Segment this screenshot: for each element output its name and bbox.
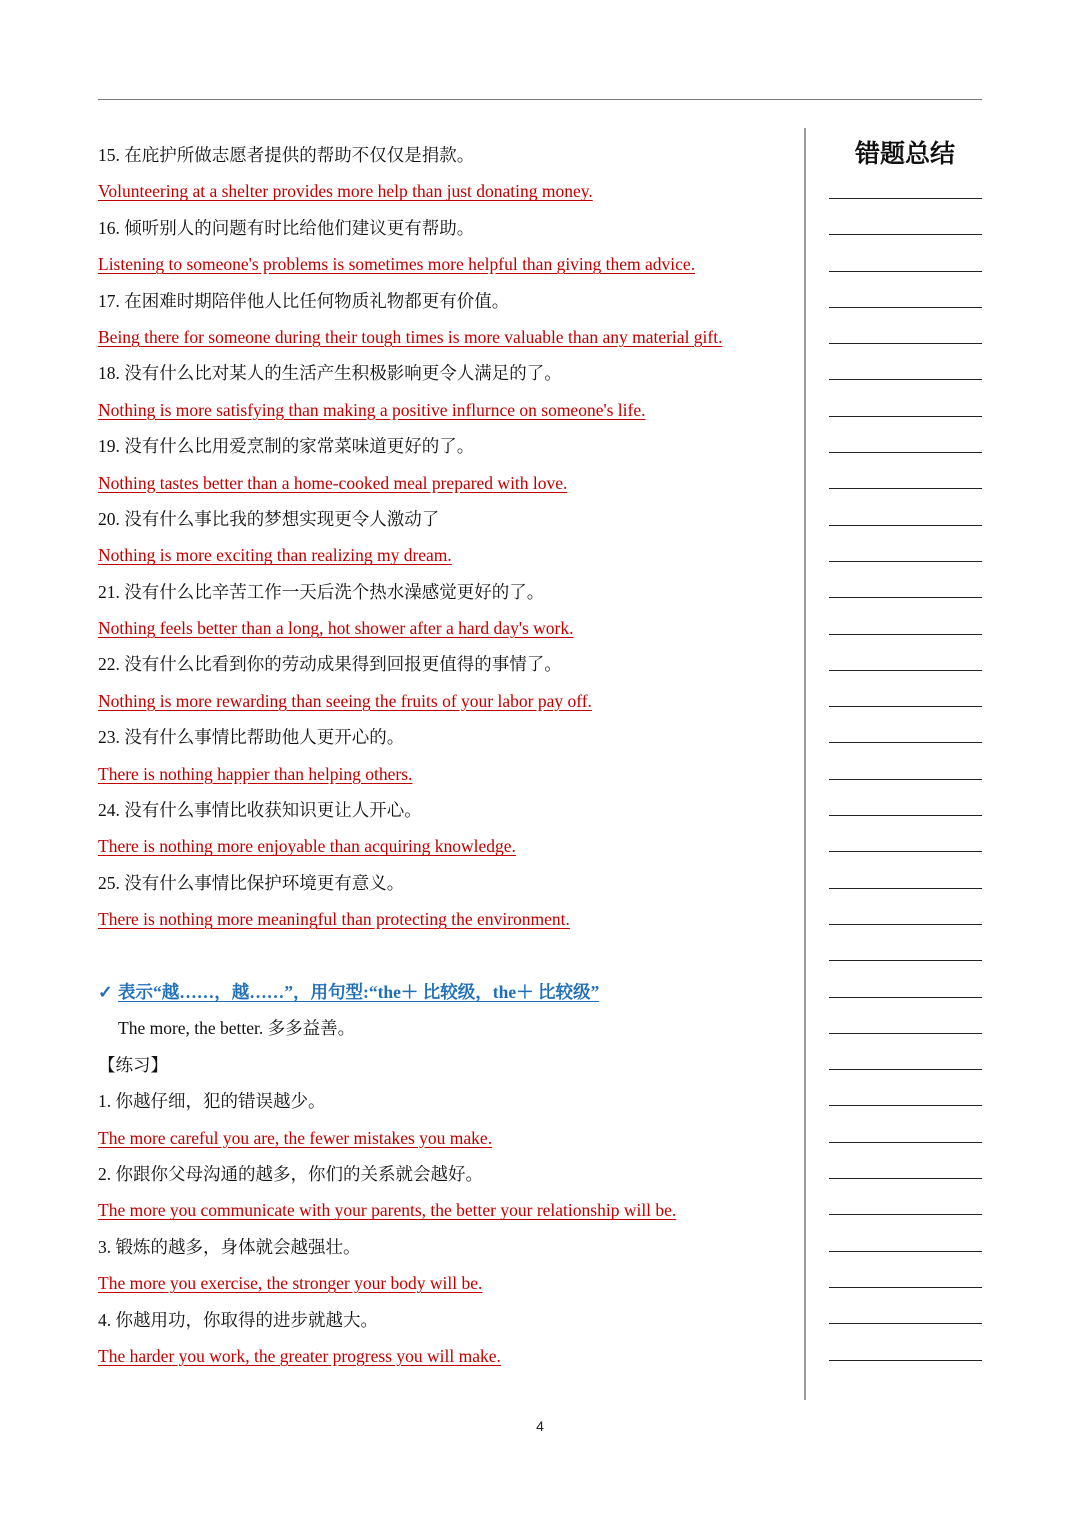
blank-writing-line bbox=[829, 597, 982, 598]
blank-writing-line bbox=[829, 343, 982, 344]
practice-1-chinese: 1. 你越仔细，犯的错误越少。 bbox=[98, 1091, 326, 1112]
item-21-chinese: 21. 没有什么比辛苦工作一天后洗个热水澡感觉更好的了。 bbox=[98, 581, 545, 602]
item-22-chinese: 22. 没有什么比看到你的劳动成果得到回报更值得的事情了。 bbox=[98, 654, 562, 675]
item-16-answer: Listening to someone's problems is sometimes more helpful than giving them advice. bbox=[98, 254, 696, 275]
item-17-answer: Being there for someone during their tough times is more valuable than any material gift. bbox=[98, 326, 723, 347]
blank-writing-line bbox=[829, 379, 982, 380]
item-20-answer: Nothing is more exciting than realizing my dream. bbox=[98, 545, 452, 566]
blank-writing-line bbox=[829, 997, 982, 998]
blank-writing-line bbox=[829, 307, 982, 308]
blank-writing-line bbox=[829, 488, 982, 489]
blank-writing-line bbox=[829, 742, 982, 743]
item-19-answer: Nothing tastes better than a home-cooked meal prepared with love. bbox=[98, 472, 568, 493]
practice-1-answer: The more careful you are, the fewer mistakes you make. bbox=[98, 1127, 493, 1148]
item-18-answer: Nothing is more satisfying than making a positive influrnce on someone's life. bbox=[98, 399, 646, 420]
item-23-chinese: 23. 没有什么事情比帮助他人更开心的。 bbox=[98, 727, 405, 748]
mistake-summary-title: 错题总结 bbox=[854, 139, 955, 168]
exercise-column bbox=[98, 137, 798, 1374]
item-25-chinese: 25. 没有什么事情比保护环境更有意义。 bbox=[98, 872, 405, 893]
column-divider bbox=[804, 128, 806, 1400]
blank-writing-line bbox=[829, 416, 982, 417]
blank-writing-line bbox=[829, 1033, 982, 1034]
practice-4-answer: The harder you work, the greater progress you will make. bbox=[98, 1345, 501, 1366]
practice-2-chinese: 2. 你跟你父母沟通的越多，你们的关系就会越好。 bbox=[98, 1163, 483, 1184]
blank-writing-line bbox=[829, 706, 982, 707]
blank-writing-line bbox=[829, 888, 982, 889]
item-16-chinese: 16. 倾听别人的问题有时比给他们建议更有帮助。 bbox=[98, 217, 475, 238]
section-gap bbox=[98, 938, 798, 974]
blank-writing-line bbox=[829, 1142, 982, 1143]
blank-writing-line bbox=[829, 271, 982, 272]
item-23-answer: There is nothing happier than helping others. bbox=[98, 763, 413, 784]
item-25-answer: There is nothing more meaningful than protecting the environment. bbox=[98, 909, 570, 930]
blank-writing-line bbox=[829, 1178, 982, 1179]
practice-3-answer: The more you exercise, the stronger your body will be. bbox=[98, 1273, 483, 1294]
item-24-answer: There is nothing more enjoyable than acquiring knowledge. bbox=[98, 836, 516, 857]
blank-writing-line bbox=[829, 1069, 982, 1070]
blank-writing-line bbox=[829, 452, 982, 453]
page-number: 4 bbox=[536, 1418, 544, 1434]
blank-writing-line bbox=[829, 1214, 982, 1215]
blank-writing-line bbox=[829, 960, 982, 961]
item-24-chinese: 24. 没有什么事情比收获知识更让人开心。 bbox=[98, 800, 422, 821]
blank-writing-line bbox=[829, 561, 982, 562]
blank-writing-line bbox=[829, 779, 982, 780]
section-heading-text: 表示“越……，越……”，用句型:“the＋ 比较级，the＋ 比较级” bbox=[118, 981, 600, 1002]
blank-writing-line bbox=[829, 1360, 982, 1361]
blank-writing-line bbox=[829, 815, 982, 816]
item-21-answer: Nothing feels better than a long, hot shower after a hard day's work. bbox=[98, 618, 574, 639]
mistake-summary-lines bbox=[829, 198, 982, 1396]
blank-writing-line bbox=[829, 525, 982, 526]
practice-3-chinese: 3. 锻炼的越多，身体就会越强壮。 bbox=[98, 1236, 361, 1257]
blank-writing-line bbox=[829, 924, 982, 925]
header-rule bbox=[98, 99, 982, 100]
item-20-chinese: 20. 没有什么事比我的梦想实现更令人激动了 bbox=[98, 508, 440, 529]
item-17-chinese: 17. 在困难时期陪伴他人比任何物质礼物都更有价值。 bbox=[98, 290, 510, 311]
blank-writing-line bbox=[829, 198, 982, 199]
blank-writing-line bbox=[829, 851, 982, 852]
example-sentence: The more, the better. 多多益善。 bbox=[118, 1018, 356, 1039]
item-15-answer: Volunteering at a shelter provides more help than just donating money. bbox=[98, 181, 593, 202]
blank-writing-line bbox=[829, 1251, 982, 1252]
practice-label: 【练习】 bbox=[98, 1054, 168, 1075]
blank-writing-line bbox=[829, 234, 982, 235]
item-22-answer: Nothing is more rewarding than seeing the fruits of your labor pay off. bbox=[98, 690, 592, 711]
blank-writing-line bbox=[829, 670, 982, 671]
blank-writing-line bbox=[829, 1323, 982, 1324]
blank-writing-line bbox=[829, 634, 982, 635]
practice-2-answer: The more you communicate with your parents, the better your relationship will be. bbox=[98, 1200, 677, 1221]
practice-4-chinese: 4. 你越用功，你取得的进步就越大。 bbox=[98, 1309, 378, 1330]
blank-writing-line bbox=[829, 1287, 982, 1288]
item-19-chinese: 19. 没有什么比用爱烹制的家常菜味道更好的了。 bbox=[98, 436, 475, 457]
blank-writing-line bbox=[829, 1105, 982, 1106]
section-heading bbox=[98, 974, 798, 1010]
item-15-chinese: 15. 在庇护所做志愿者提供的帮助不仅仅是捐款。 bbox=[98, 145, 475, 165]
check-icon: ✓ bbox=[98, 981, 113, 1002]
item-18-chinese: 18. 没有什么比对某人的生活产生积极影响更令人满足的了。 bbox=[98, 363, 562, 384]
